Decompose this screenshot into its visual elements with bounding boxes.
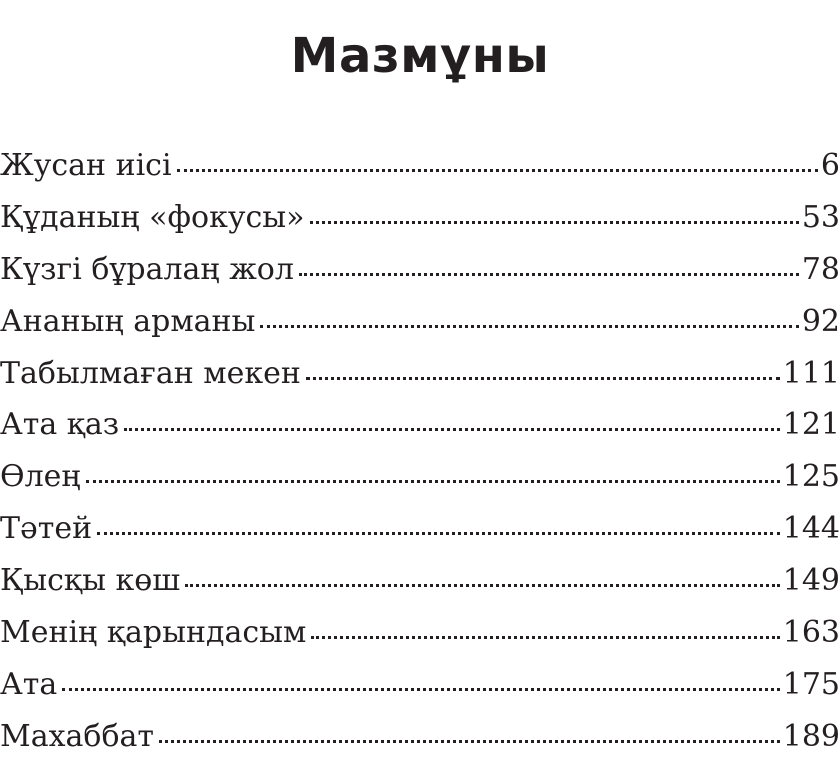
- dot-leader: [159, 740, 780, 743]
- toc-entry-title: Ата: [0, 666, 58, 702]
- dot-leader: [86, 480, 780, 483]
- dot-leader: [311, 636, 779, 639]
- dot-leader: [97, 532, 780, 535]
- toc-entry-title: Табылмаған мекен: [0, 355, 301, 391]
- toc-entry[interactable]: [0, 451, 840, 503]
- toc-entry[interactable]: [0, 659, 840, 711]
- toc-entry-title: Қысқы көш: [0, 563, 181, 599]
- toc-entry-title: Ананың арманы: [0, 303, 256, 339]
- table-of-contents: [0, 140, 840, 763]
- page-title: Мазмұны: [290, 28, 550, 85]
- toc-entry[interactable]: [0, 244, 840, 296]
- toc-entry-page: 163: [782, 615, 840, 651]
- toc-entry[interactable]: [0, 348, 840, 400]
- dot-leader: [299, 273, 799, 276]
- dot-leader: [124, 428, 780, 431]
- toc-entry-page: 175: [782, 666, 840, 702]
- toc-entry-page: 149: [782, 563, 840, 599]
- toc-entry[interactable]: [0, 503, 840, 555]
- toc-entry-page: 6: [820, 148, 840, 183]
- toc-entry-title: Менің қарындасым: [0, 615, 307, 651]
- toc-entry-title: Құданың «фокусы»: [0, 199, 305, 235]
- dot-leader: [310, 221, 799, 224]
- toc-entry-page: 111: [782, 355, 840, 391]
- dot-leader: [177, 169, 818, 172]
- toc-entry-title: Ата қаз: [0, 407, 120, 443]
- toc-entry[interactable]: [0, 296, 840, 348]
- toc-entry-page: 144: [782, 511, 840, 547]
- toc-entry[interactable]: [0, 711, 840, 763]
- toc-entry[interactable]: [0, 192, 840, 244]
- toc-entry-title: Жусан иісі: [0, 148, 172, 183]
- toc-entry[interactable]: [0, 399, 840, 451]
- dot-leader: [260, 325, 798, 328]
- toc-entry[interactable]: [0, 555, 840, 607]
- toc-entry-page: 125: [782, 459, 840, 495]
- dot-leader: [306, 377, 780, 380]
- dot-leader: [62, 688, 780, 691]
- toc-entry[interactable]: [0, 607, 840, 659]
- toc-entry[interactable]: [0, 140, 840, 192]
- toc-entry-page: 189: [782, 718, 840, 754]
- toc-entry-page: 78: [801, 251, 840, 287]
- toc-entry-title: Махаббат: [0, 718, 155, 754]
- toc-entry-page: 121: [782, 407, 840, 443]
- toc-entry-title: Тәтей: [0, 511, 93, 547]
- dot-leader: [185, 584, 780, 587]
- toc-entry-title: Күзгі бұралаң жол: [0, 251, 294, 287]
- toc-entry-page: 53: [801, 199, 840, 235]
- toc-entry-title: Өлең: [0, 459, 81, 495]
- toc-entry-page: 92: [801, 303, 840, 339]
